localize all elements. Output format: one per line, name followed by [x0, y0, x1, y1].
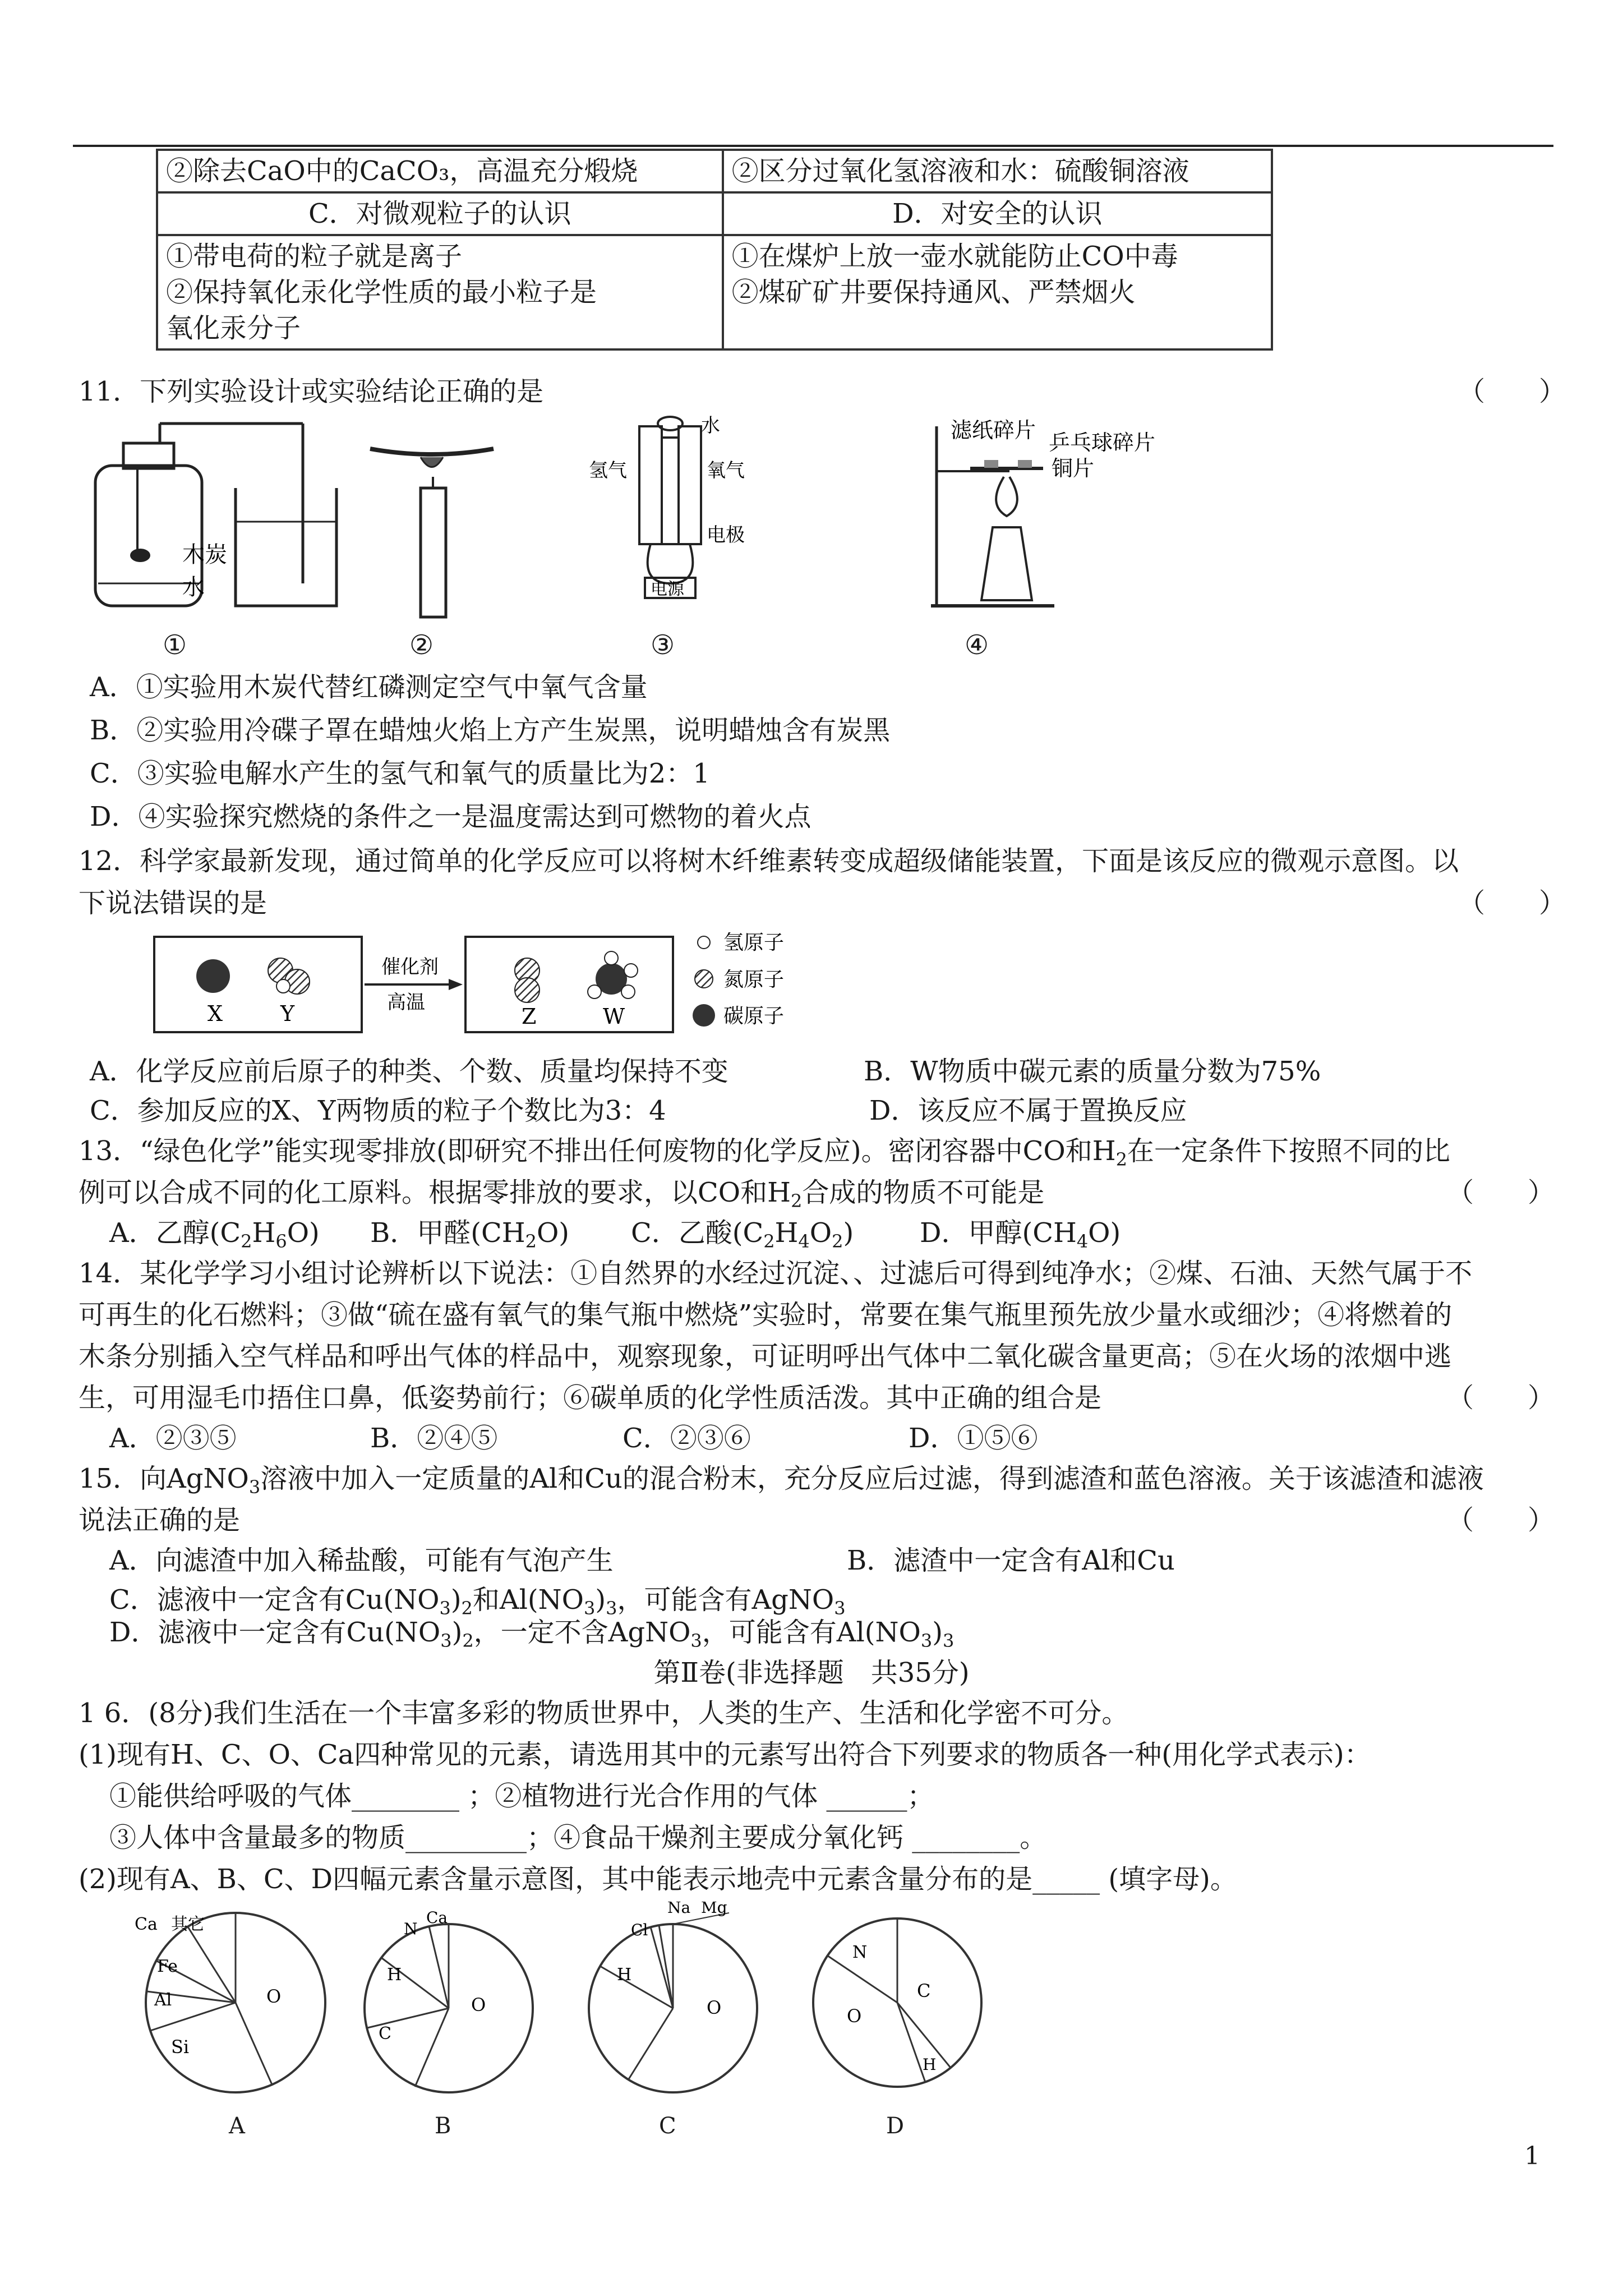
q16-stem: 1 6．(8分)我们生活在一个丰富多彩的物质世界中，人类的生产、生活和化学密不可分。 — [79, 1697, 1129, 1729]
pie-a-label: Si — [171, 2036, 190, 2058]
q16-part1-stem: (1)现有H、C、O、Ca四种常见的元素，请选用其中的元素写出符合下列要求的物质各一种(用化学式表示)： — [79, 1739, 1371, 1770]
q12-option-c: C．参加反应的X、Y两物质的粒子个数比为3：4 — [90, 1095, 666, 1126]
table-line: ①在煤炉上放一壶水就能防止CO中毒 — [731, 241, 1178, 272]
q13-option-a: A．乙醇$(C_2H_6O)$ — [109, 1217, 320, 1252]
q11-option-d: D．④实验探究燃烧的条件之一是温度需达到可燃物的着火点 — [90, 801, 811, 832]
q13-answer-paren: （ ） — [1447, 1177, 1555, 1208]
table-line: 氧化汞分子 — [166, 312, 301, 344]
combustion-figure — [920, 415, 1211, 617]
q12-stem-1: 12．科学家最新发现，通过简单的化学反应可以将树木纤维素转变成超级储能装置，下面是该反应的微观示意图。以 — [79, 845, 1459, 877]
pie-chart-d — [813, 1918, 981, 2087]
pie-d-label: C — [917, 1980, 931, 2001]
pie-d-label: N — [852, 1943, 868, 1962]
q16-part2-stem: (2)现有A、B、C、D四幅元素含量示意图，其中能表示地壳中元素含量分布的是_____ (填字母)。 — [79, 1864, 1237, 1895]
q13-option-b: B．甲醛$(CH_2O)$ — [370, 1217, 570, 1252]
table-header-d: D．对安全的认识 — [723, 192, 1272, 235]
pie-a-label: 其它 — [171, 1915, 205, 1934]
q12-option-d: D．该反应不属于置换反应 — [869, 1095, 1187, 1126]
q15-option-c: C．滤液中一定含有$Cu(NO_3)_2$和$Al(NO_3)_3$，可能含有AgNO$_3$ — [109, 1584, 846, 1619]
legend-hydrogen: 氢原子 — [723, 931, 785, 954]
fig4-label-copper: 铜片 — [1052, 456, 1095, 481]
legend-nitrogen: 氮原子 — [723, 968, 785, 991]
q15-option-b: B．滤渣中一定含有Al和Cu — [847, 1545, 1175, 1576]
q14-option-c: C．②③⑥ — [623, 1423, 751, 1454]
reactant-x-label: X — [208, 1001, 223, 1026]
table-header-c: C．对微观粒子的认识 — [157, 192, 723, 235]
fig4-label-pingpong: 乒乓球碎片 — [1049, 430, 1156, 455]
q14-stem-4: 生，可用湿毛巾捂住口鼻，低姿势前行；⑥碳单质的化学性质活泼。其中正确的组合是 — [79, 1382, 1102, 1414]
q15-stem-1: 15．向AgNO$_3$溶液中加入一定质量的Al和Cu的混合粉末，充分反应后过滤，得到滤渣和蓝色溶液。关于该滤渣和滤液 — [79, 1463, 1484, 1498]
q15-option-a: A．向滤渣中加入稀盐酸，可能有气泡产生 — [109, 1545, 614, 1576]
product-z-label: Z — [522, 1004, 537, 1029]
fig-caption-2: ② — [409, 629, 434, 661]
electrolysis-figure — [583, 415, 774, 600]
pie-b-label: H — [387, 1965, 402, 1985]
q14-answer-paren: （ ） — [1447, 1382, 1555, 1414]
section-2-title: 第Ⅱ卷(非选择题 共35分) — [653, 1657, 970, 1688]
table-line: ①带电荷的粒子就是离子 — [166, 241, 463, 272]
q15-stem-2: 说法正确的是 — [79, 1504, 241, 1536]
fig3-label-hydrogen: 氢气 — [589, 459, 627, 482]
element-pie-charts — [123, 1902, 998, 2104]
experiment-figure-2 — [359, 438, 505, 623]
q11-stem: 11．下列实验设计或实验结论正确的是 — [79, 376, 544, 407]
table-line: ②保持氧化汞化学性质的最小粒子是 — [166, 277, 597, 308]
pie-caption-d: D — [886, 2113, 905, 2139]
fig3-label-water: 水 — [701, 415, 720, 437]
pie-c-label: Cl — [631, 1921, 648, 1939]
experiment-figure-1 — [84, 415, 342, 617]
pie-a-label: Al — [154, 1990, 172, 2010]
fig1-label-charcoal: 木炭 — [182, 542, 227, 568]
q13-option-c: C．乙酸$(C_2H_4O_2)$ — [631, 1217, 854, 1252]
pie-chart-a — [135, 1913, 325, 2092]
q14-option-a: A．②③⑤ — [109, 1423, 237, 1454]
page-number: 1 — [1524, 2142, 1540, 2170]
pie-c-label: Na — [667, 1902, 691, 1917]
pie-b-label: N — [404, 1920, 418, 1938]
q14-stem-2: 可再生的化石燃料；③做“硫在盛有氧气的集气瓶中燃烧”实验时，常要在集气瓶里预先放少量水或细沙；④将燃着的 — [79, 1299, 1453, 1331]
table-cell: ②区分过氧化氢溶液和水：硫酸铜溶液 — [723, 150, 1272, 192]
q11-answer-paren: （ ） — [1458, 376, 1566, 407]
q12-stem-2: 下说法错误的是 — [79, 887, 268, 919]
pie-caption-c: C — [659, 2113, 676, 2139]
q13-stem-1: 13．“绿色化学”能实现零排放(即研究不排出任何废物的化学反应)。密闭容器中CO和$H_2$在一定条件下按照不同的比 — [79, 1135, 1450, 1170]
fig-caption-4: ④ — [965, 629, 989, 661]
fig-caption-3: ③ — [651, 629, 675, 661]
pie-a-label: O — [266, 1986, 282, 2007]
q16-part1-blanks-1: ①能供给呼吸的气体________ ；②植物进行光合作用的气体 ______； — [109, 1780, 934, 1812]
legend-carbon: 碳原子 — [723, 1005, 785, 1028]
pie-d-label: H — [923, 2055, 937, 2074]
q12-answer-paren: （ ） — [1458, 887, 1566, 919]
pie-a-label: Fe — [157, 1957, 178, 1976]
pie-b-label: Ca — [426, 1908, 448, 1927]
q16-part1-blanks-2: ③人体中含量最多的物质_________；④食品干燥剂主要成分氧化钙 ________。 — [109, 1822, 1047, 1853]
q14-stem-1: 14．某化学学习小组讨论辨析以下说法：①自然界的水经过沉淀、、过滤后可得到纯净水；②煤、石油、天然气属于不 — [79, 1258, 1473, 1289]
q12-option-a: A．化学反应前后原子的种类、个数、质量均保持不变 — [90, 1056, 728, 1087]
q14-stem-3: 木条分别插入空气样品和呼出气体的样品中，观察现象，可证明呼出气体中二氧化碳含量更高；⑤在火场的浓烟中逃 — [79, 1341, 1452, 1372]
knowledge-table — [156, 149, 1273, 351]
fig-caption-1: ① — [163, 629, 187, 661]
fig3-label-electrode: 电极 — [707, 524, 745, 546]
pie-chart-c — [589, 1902, 757, 2092]
q13-stem-2: 例可以合成不同的化工原料。根据零排放的要求，以CO和$H_2$合成的物质不可能是 — [79, 1177, 1045, 1212]
q11-option-b: B．②实验用冷碟子罩在蜡烛火焰上方产生炭黑，说明蜡烛含有炭黑 — [90, 715, 891, 746]
table-cell-d — [723, 235, 1272, 349]
fig4-label-filter-paper: 滤纸碎片 — [951, 418, 1036, 443]
q15-answer-paren: （ ） — [1447, 1504, 1555, 1536]
q11-option-c: C．③实验电解水产生的氢气和氧气的质量比为2：1 — [90, 758, 710, 789]
table-line: ②煤矿矿井要保持通风、严禁烟火 — [731, 277, 1136, 308]
table-cell: ②除去CaO中的CaCO₃，高温充分煅烧 — [157, 150, 723, 192]
q14-option-d: D．①⑤⑥ — [909, 1423, 1038, 1454]
pie-d-label: O — [847, 2005, 862, 2027]
top-rule — [73, 145, 1553, 147]
pie-c-label: H — [617, 1965, 632, 1985]
pie-a-label: Ca — [135, 1915, 158, 1934]
pie-c-label: Mg — [701, 1902, 727, 1917]
pie-b-label: C — [379, 2024, 391, 2044]
pie-caption-a: A — [229, 2113, 245, 2139]
table-cell-c — [157, 235, 723, 349]
arrow-condition-label: 高温 — [387, 991, 425, 1014]
pie-chart-b — [365, 1908, 533, 2092]
pie-b-label: O — [471, 1994, 486, 2016]
fig3-label-oxygen: 氧气 — [707, 459, 745, 482]
arrow-catalyst-label: 催化剂 — [381, 956, 439, 978]
pie-c-label: O — [707, 1997, 722, 2018]
reactant-y-label: Y — [280, 1001, 295, 1026]
pie-caption-b: B — [435, 2113, 451, 2139]
q12-option-b: B．W物质中碳元素的质量分数为75% — [864, 1056, 1321, 1087]
fig3-label-power: 电源 — [651, 579, 684, 599]
reaction-diagram — [151, 926, 937, 1043]
fig1-label-water: 水 — [182, 574, 205, 600]
product-w-label: W — [603, 1004, 625, 1029]
q14-option-b: B．②④⑤ — [370, 1423, 498, 1454]
q11-option-a: A．①实验用木炭代替红磷测定空气中氧气含量 — [90, 671, 648, 703]
q13-option-d: D．甲醇$(CH_4O)$ — [920, 1217, 1121, 1252]
q15-option-d: D．滤液中一定含有$Cu(NO_3)_2$，一定不含AgNO$_3$，可能含有$Al(NO_3)_3$ — [109, 1617, 955, 1651]
